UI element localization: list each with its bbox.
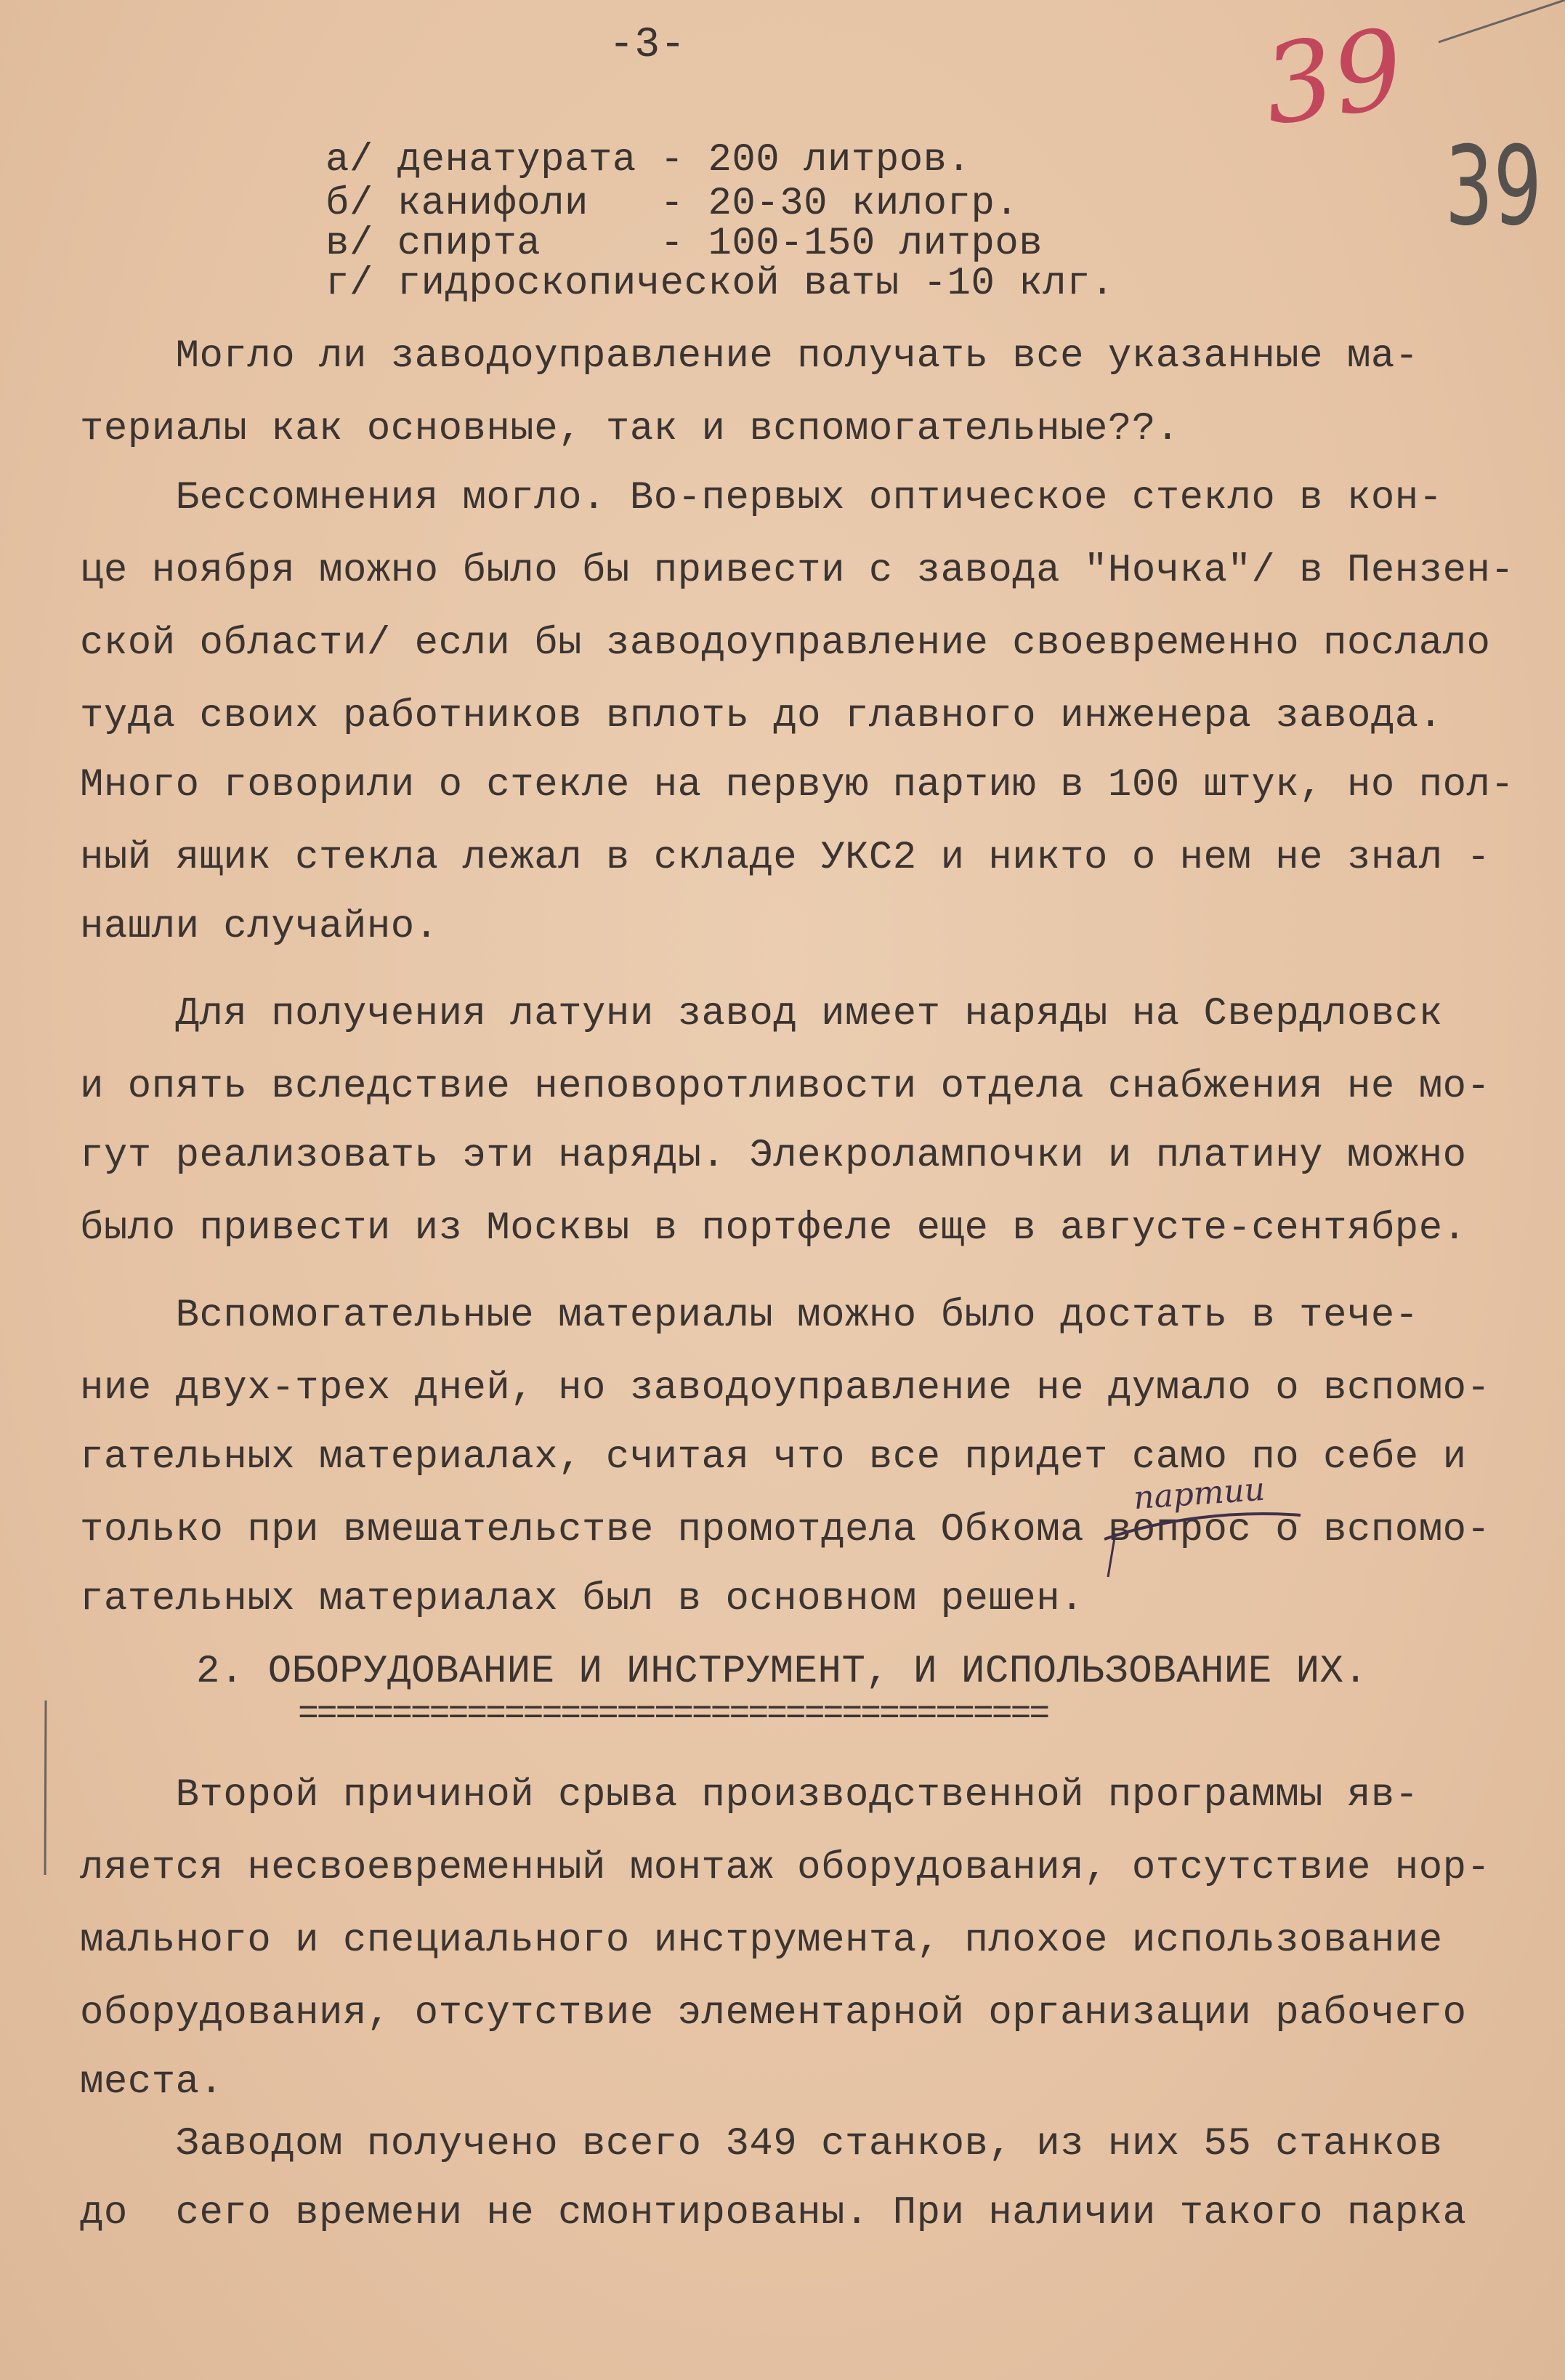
text-line: Много говорили о стекле на первую партию в 100 штук, но пол- xyxy=(80,763,1515,807)
margin-pencil-mark xyxy=(44,1701,48,1875)
text-line: было привести из Москвы в портфеле еще в августе-сентябре. xyxy=(80,1206,1467,1251)
heading-double-underline: ======================================== xyxy=(298,1695,1048,1734)
text-line: териалы как основные, так и вспомогательные??. xyxy=(80,407,1180,451)
list-item: б/ канифоли - 20-30 килогр. xyxy=(325,182,1019,226)
text-line: ние двух-трех дней, но заводоуправление не думало о вспомо- xyxy=(80,1366,1491,1411)
text-line: Вспомогательные материалы можно было достать в тече- xyxy=(80,1294,1419,1338)
text-line: до сего времени не смонтированы. При наличии такого парка xyxy=(80,2191,1467,2235)
text-line: туда своих работников вплоть до главного инженера завода. xyxy=(80,694,1443,738)
section-heading: 2. ОБОРУДОВАНИЕ И ИНСТРУМЕНТ, И ИСПОЛЬЗОВАНИЕ ИХ. xyxy=(196,1650,1368,1694)
text-line: Бессомнения могло. Во-первых оптическое стекло в кон- xyxy=(80,476,1443,520)
pencil-corner-mark xyxy=(1366,0,1565,44)
text-line: нашли случайно. xyxy=(80,905,439,949)
list-item: г/ гидроскопической ваты -10 клг. xyxy=(325,262,1115,306)
text-line: Заводом получено всего 349 станков, из них 55 станков xyxy=(80,2122,1443,2166)
text-line: гательных материалах был в основном решен. xyxy=(80,1577,1085,1621)
text-line: ляется несвоевременный монтаж оборудования, отсутствие нор- xyxy=(80,1846,1491,1890)
list-item: а/ денатурата - 200 литров. xyxy=(325,138,971,182)
text-line: оборудования, отсутствие элементарной организации рабочего xyxy=(80,1991,1467,2036)
text-line: ской области/ если бы заводоуправление своевременно послало xyxy=(80,621,1491,666)
text-line: Второй причиной срыва производственной программы яв- xyxy=(80,1773,1419,1818)
folio-number-red-pencil: 39 xyxy=(1255,5,1412,150)
list-item: в/ спирта - 100-150 литров xyxy=(325,222,1043,266)
text-line: только при вмешательстве промотдела Обкома вопрос о вспомо- xyxy=(80,1508,1491,1552)
text-line: гательных материалах, считая что все придет само по себе и xyxy=(80,1435,1467,1480)
text-line: Могло ли заводоуправление получать все указанные ма- xyxy=(80,334,1419,379)
text-line: це ноября можно было бы привести с завода "Ночка"/ в Пензен- xyxy=(80,549,1515,593)
text-line: места. xyxy=(80,2060,224,2105)
text-line: гут реализовать эти наряды. Элекролампочки и платину можно xyxy=(80,1134,1467,1178)
handwritten-insert: партии xyxy=(1132,1470,1266,1517)
text-line: ный ящик стекла лежал в складе УКС2 и никто о нем не знал - xyxy=(80,836,1491,880)
text-line: и опять вследствие неповоротливости отдела снабжения не мо- xyxy=(80,1065,1491,1109)
text-line: Для получения латуни завод имеет наряды на Свердловск xyxy=(80,992,1443,1036)
text-line: мального и специального инструмента, плохое использование xyxy=(80,1919,1443,1963)
page-number: -3- xyxy=(609,22,686,69)
folio-number-pencil: 39 xyxy=(1444,124,1542,250)
